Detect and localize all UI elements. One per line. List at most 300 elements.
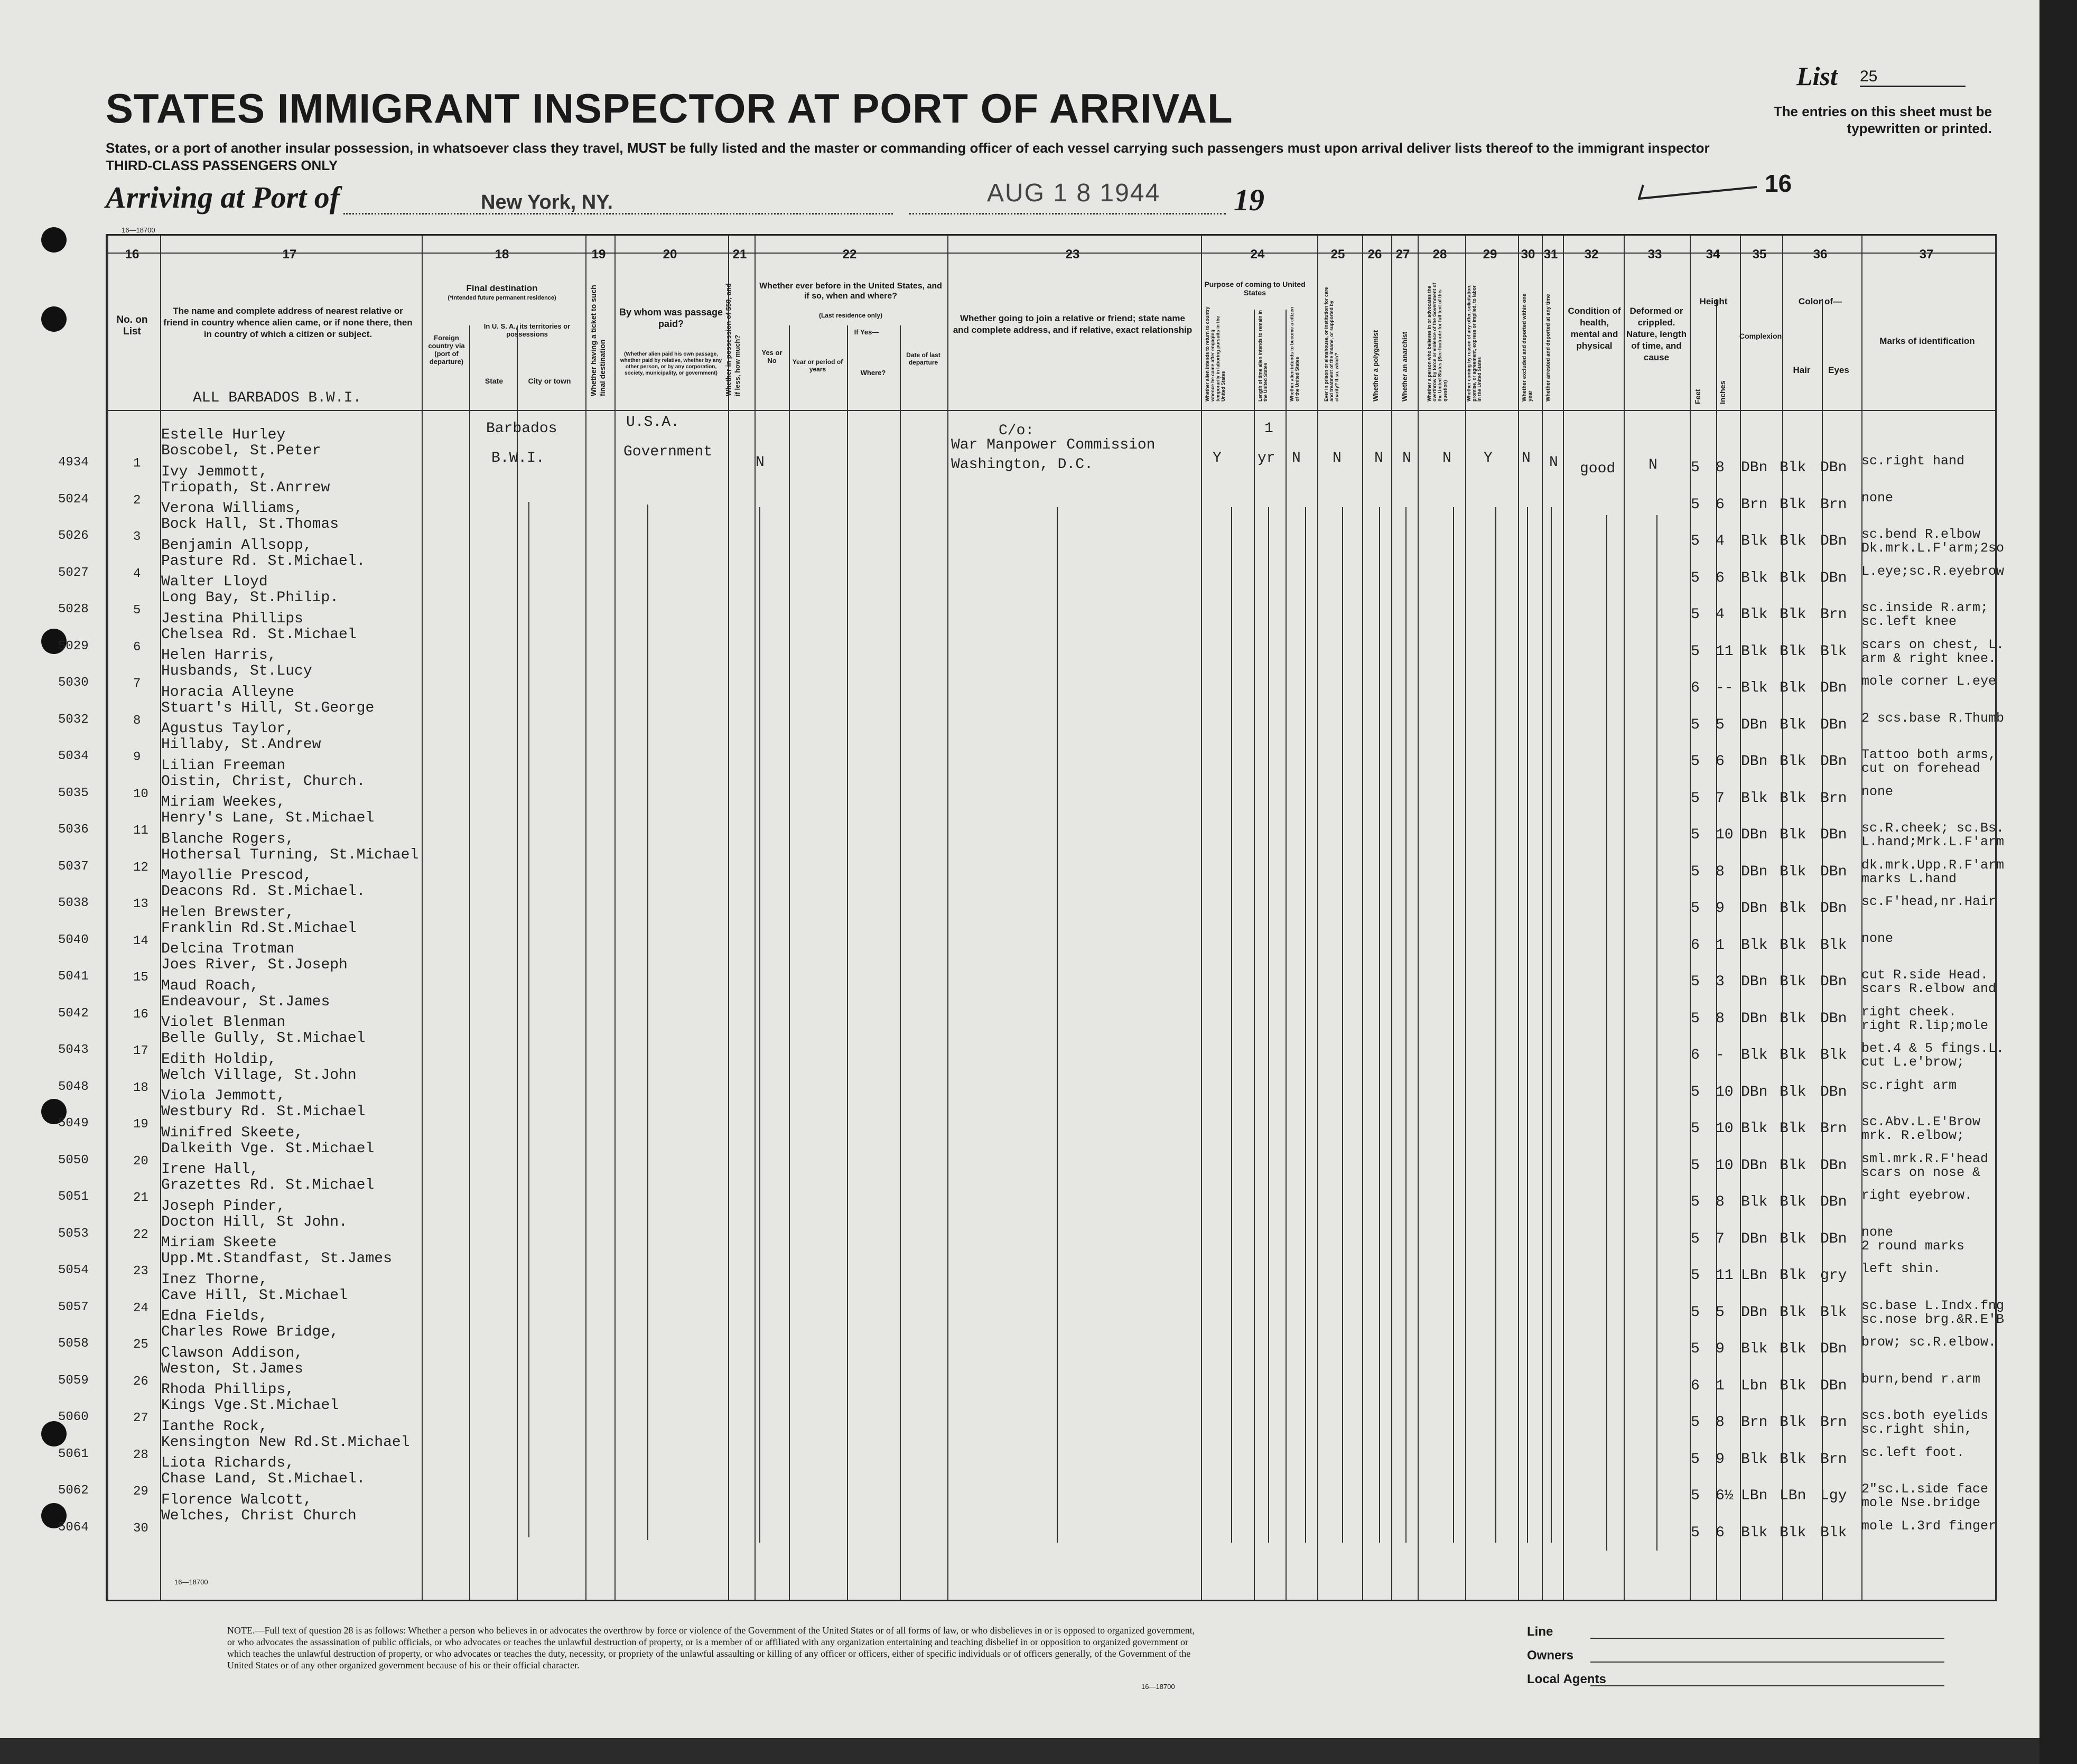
relative-name: Benjamin Allsopp, bbox=[161, 537, 312, 554]
ditto-line bbox=[1405, 507, 1407, 1543]
height-feet: 5 bbox=[1691, 1524, 1700, 1541]
height-feet: 5 bbox=[1691, 460, 1700, 476]
header-inches: Inches bbox=[1718, 380, 1727, 404]
relative-address: Chase Land, St.Michael. bbox=[161, 1471, 366, 1487]
reference-number: 5032 bbox=[58, 712, 89, 727]
column-number: 25 bbox=[1330, 247, 1345, 262]
row-number: 16 bbox=[133, 1007, 148, 1022]
identification-marks-2: sc.nose brg.&R.E'B bbox=[1861, 1311, 2005, 1327]
relative-name: Edith Holdip, bbox=[161, 1051, 277, 1068]
relative-address: Franklin Rd.St.Michael bbox=[161, 920, 357, 937]
height-inches: 6 bbox=[1716, 496, 1725, 513]
identification-marks: none bbox=[1861, 930, 1894, 946]
hair-color: Blk bbox=[1780, 533, 1806, 549]
header-period: Year or period of years bbox=[792, 358, 843, 373]
header-state: State bbox=[485, 377, 504, 385]
eye-color: gry bbox=[1820, 1267, 1847, 1284]
joining-line-2: War Manpower Commission bbox=[951, 437, 1156, 453]
height-feet: 6 bbox=[1691, 1047, 1700, 1063]
ditto-line bbox=[1342, 507, 1343, 1543]
form-number-bottom: 16—18700 bbox=[174, 1578, 208, 1586]
height-inches: 5 bbox=[1716, 716, 1725, 733]
height-feet: 5 bbox=[1691, 1488, 1700, 1504]
list-label: List bbox=[1796, 61, 1838, 91]
deformed-value: N bbox=[1648, 457, 1657, 473]
reference-number: 5026 bbox=[58, 529, 89, 543]
column-number: 20 bbox=[663, 247, 677, 262]
reference-number: 5038 bbox=[58, 896, 89, 910]
relative-address: Welch Village, St.John bbox=[161, 1067, 357, 1084]
column-rule bbox=[1362, 236, 1363, 1600]
column-number: 21 bbox=[732, 247, 747, 262]
complexion: LBn bbox=[1741, 1488, 1768, 1504]
complexion: DBn bbox=[1741, 1084, 1768, 1100]
height-feet: 6 bbox=[1691, 937, 1700, 954]
complexion: DBn bbox=[1741, 1304, 1768, 1321]
row-number: 9 bbox=[133, 750, 141, 764]
complexion: Blk bbox=[1741, 680, 1768, 696]
reference-number: 4934 bbox=[58, 455, 89, 470]
column-number: 17 bbox=[282, 247, 297, 262]
ditto-line bbox=[1268, 507, 1269, 1543]
identification-marks-2: sc.left knee bbox=[1861, 614, 1957, 629]
c24b-top: 1 bbox=[1264, 421, 1273, 437]
height-inches: 10 bbox=[1716, 1084, 1734, 1100]
identification-marks: 2"sc.L.side face bbox=[1861, 1481, 1989, 1497]
reference-number: 5036 bbox=[58, 823, 89, 837]
complexion: Blk bbox=[1741, 1121, 1768, 1137]
height-inches: 8 bbox=[1716, 1414, 1725, 1431]
complexion: Blk bbox=[1741, 533, 1768, 549]
column-number: 35 bbox=[1752, 247, 1767, 262]
relative-address: Weston, St.James bbox=[161, 1360, 303, 1377]
complexion: DBn bbox=[1741, 1230, 1768, 1247]
relative-name: Miriam Weekes, bbox=[161, 794, 286, 810]
relative-address: Kensington New Rd.St.Michael bbox=[161, 1434, 410, 1451]
header-relative: The name and complete address of nearest relative or friend in country whence alien came, or if none there, then in country of which a citizen or subject. bbox=[163, 306, 413, 339]
reference-number: 5035 bbox=[58, 786, 89, 800]
line-label: Line bbox=[1527, 1625, 1553, 1639]
relative-address: Bock Hall, St.Thomas bbox=[161, 516, 339, 533]
row-number: 28 bbox=[133, 1448, 148, 1462]
sub-column-rule bbox=[1286, 310, 1287, 1600]
header-ever-before-sub: (Last residence only) bbox=[818, 312, 883, 319]
ditto-line bbox=[528, 502, 529, 1537]
relative-name: Lilian Freeman bbox=[161, 757, 286, 774]
identification-marks: bet.4 & 5 fings.L. bbox=[1861, 1041, 2005, 1056]
relative-name: Edna Fields, bbox=[161, 1308, 268, 1324]
ditto-line bbox=[1551, 507, 1552, 1543]
header-if-yes: If Yes— bbox=[854, 328, 879, 336]
hair-color: Blk bbox=[1780, 570, 1806, 586]
height-inches: - bbox=[1716, 1047, 1725, 1063]
row-number: 29 bbox=[133, 1485, 148, 1499]
eye-color: Lgy bbox=[1820, 1488, 1847, 1504]
agents-label: Local Agents bbox=[1527, 1672, 1606, 1686]
column-rule bbox=[614, 236, 616, 1600]
height-feet: 5 bbox=[1691, 1451, 1700, 1468]
reference-number: 5037 bbox=[58, 859, 89, 874]
date-stamp: AUG 1 8 1944 bbox=[987, 179, 1161, 207]
header-final-destination-sub: (*Intended future permanent residence) bbox=[448, 295, 556, 301]
complexion: Lbn bbox=[1741, 1377, 1768, 1394]
header-height: Height bbox=[1699, 296, 1728, 306]
header-hair: Hair bbox=[1793, 365, 1811, 375]
height-feet: 5 bbox=[1691, 900, 1700, 917]
c26-value: N bbox=[1374, 450, 1383, 466]
column-number: 26 bbox=[1367, 247, 1382, 262]
column-rule bbox=[422, 236, 423, 1600]
column-number: 27 bbox=[1395, 247, 1410, 262]
punch-hole bbox=[41, 306, 67, 332]
column-rule bbox=[728, 236, 729, 1600]
eye-color: Brn bbox=[1820, 606, 1847, 623]
row-number: 20 bbox=[133, 1154, 148, 1169]
row-number: 24 bbox=[133, 1301, 148, 1315]
port-line bbox=[343, 213, 893, 214]
hair-color: Blk bbox=[1780, 1304, 1806, 1321]
reference-number: 5050 bbox=[58, 1153, 89, 1168]
health-value: good bbox=[1580, 461, 1616, 477]
relative-address: Hillaby, St.Andrew bbox=[161, 736, 321, 753]
row-number: 11 bbox=[133, 824, 148, 838]
relative-name: Horacia Alleyne bbox=[161, 684, 295, 701]
c24c-value: N bbox=[1292, 450, 1301, 466]
height-feet: 5 bbox=[1691, 1084, 1700, 1100]
row-number: 17 bbox=[133, 1044, 148, 1058]
punch-hole bbox=[41, 227, 67, 253]
hair-color: Blk bbox=[1780, 1121, 1806, 1137]
height-inches: 8 bbox=[1716, 863, 1725, 880]
relative-name: Joseph Pinder, bbox=[161, 1198, 286, 1215]
height-inches: 8 bbox=[1716, 1194, 1725, 1210]
relative-address: Welches, Christ Church bbox=[161, 1507, 357, 1524]
hair-color: Blk bbox=[1780, 1230, 1806, 1247]
height-inches: 9 bbox=[1716, 1341, 1725, 1357]
ditto-line bbox=[1305, 507, 1306, 1543]
height-feet: 5 bbox=[1691, 1157, 1700, 1174]
eye-color: Blk bbox=[1820, 1047, 1847, 1063]
column-rule bbox=[1782, 236, 1783, 1600]
eye-color: Brn bbox=[1820, 1414, 1847, 1431]
relative-name: Ivy Jemmott, bbox=[161, 463, 268, 480]
header-foreign-country: Foreign country via (port of departure) bbox=[428, 334, 465, 366]
identification-marks: sc.bend R.elbow bbox=[1861, 527, 1981, 542]
hair-color: Blk bbox=[1780, 1451, 1806, 1468]
complexion: DBn bbox=[1741, 753, 1768, 770]
identification-marks: none bbox=[1861, 1224, 1894, 1240]
relative-name: Inez Thorne, bbox=[161, 1271, 268, 1288]
column-number: 18 bbox=[495, 247, 509, 262]
complexion: Brn bbox=[1741, 496, 1768, 513]
column-number: 30 bbox=[1521, 247, 1535, 262]
row-number: 5 bbox=[133, 603, 141, 618]
row-number: 26 bbox=[133, 1374, 148, 1389]
identification-marks-2: scars on nose & bbox=[1861, 1164, 1981, 1180]
column-number: 29 bbox=[1483, 247, 1497, 262]
identification-marks: right cheek. bbox=[1861, 1004, 1957, 1020]
relative-address: Belle Gully, St.Michael bbox=[161, 1030, 366, 1047]
height-feet: 5 bbox=[1691, 1230, 1700, 1247]
eye-color: DBn bbox=[1820, 1157, 1847, 1174]
complexion: Blk bbox=[1741, 643, 1768, 660]
identification-marks: mole corner L.eye bbox=[1861, 674, 1997, 689]
column-rule bbox=[1317, 236, 1318, 1600]
ditto-line bbox=[1495, 507, 1496, 1543]
column-rule bbox=[1201, 236, 1202, 1600]
column-number: 33 bbox=[1647, 247, 1662, 262]
identification-marks: sml.mrk.R.F'head bbox=[1861, 1151, 1989, 1166]
complexion: DBn bbox=[1741, 827, 1768, 843]
eye-color: DBn bbox=[1820, 1194, 1847, 1210]
column-rule bbox=[755, 236, 756, 1600]
height-inches: 4 bbox=[1716, 533, 1725, 549]
height-inches: 6 bbox=[1716, 1524, 1725, 1541]
height-inches: 10 bbox=[1716, 1121, 1734, 1137]
reference-number: 5034 bbox=[58, 749, 89, 763]
reference-number: 5059 bbox=[58, 1373, 89, 1388]
reference-number: 5029 bbox=[58, 639, 89, 654]
hair-color: Blk bbox=[1780, 1341, 1806, 1357]
row-number: 14 bbox=[133, 934, 148, 948]
relative-name: Irene Hall, bbox=[161, 1161, 259, 1178]
subtitle: States, or a port of another insular possession, in whatsoever class they travel, MUST be fully listed and the master or commanding officer of each vessel carrying such passengers must upon arrival deliver lists thereof to the immigrant inspector bbox=[106, 140, 1710, 156]
identification-marks: Tattoo both arms, bbox=[1861, 747, 1997, 762]
identification-marks: sc.right hand bbox=[1861, 453, 1965, 469]
relative-name: Maud Roach, bbox=[161, 977, 259, 994]
reference-number: 5042 bbox=[58, 1006, 89, 1021]
relative-address: Joes River, St.Joseph bbox=[161, 957, 348, 973]
header-final-destination: Final destination bbox=[466, 283, 538, 293]
complexion: DBn bbox=[1741, 974, 1768, 990]
column-number: 28 bbox=[1432, 247, 1447, 262]
height-feet: 5 bbox=[1691, 790, 1700, 807]
height-feet: 5 bbox=[1691, 863, 1700, 880]
column-rule bbox=[1418, 236, 1419, 1600]
height-feet: 5 bbox=[1691, 716, 1700, 733]
column-number: 16 bbox=[125, 247, 139, 262]
header-in-usa: In U. S. A., its territories or possessions bbox=[483, 322, 571, 338]
hair-color: Blk bbox=[1780, 1157, 1806, 1174]
row-number: 2 bbox=[133, 493, 141, 508]
header-yes-no: Yes or No bbox=[761, 349, 783, 365]
eye-color: DBn bbox=[1820, 974, 1847, 990]
relative-name: Estelle Hurley bbox=[161, 427, 286, 443]
final-dest-country-2: B.W.I. bbox=[491, 450, 545, 466]
header-joining: Whether going to join a relative or friend; state name and complete address, and if relative, exact relationship bbox=[953, 313, 1193, 335]
eye-color: DBn bbox=[1820, 900, 1847, 917]
height-inches: 6 bbox=[1716, 570, 1725, 586]
row-number: 6 bbox=[133, 640, 141, 655]
header-passage-paid: By whom was passage paid? bbox=[619, 307, 723, 329]
complexion: DBn bbox=[1741, 1157, 1768, 1174]
eye-color: DBn bbox=[1820, 1230, 1847, 1247]
row-number: 21 bbox=[133, 1191, 148, 1205]
height-inches: 11 bbox=[1716, 643, 1734, 660]
relative-name: Agustus Taylor, bbox=[161, 721, 295, 737]
row-number: 15 bbox=[133, 970, 148, 985]
header-where: Where? bbox=[860, 369, 886, 377]
header-c26: Whether a polygamist bbox=[1372, 330, 1380, 402]
hair-color: Blk bbox=[1780, 900, 1806, 917]
header-c25: Ever in prison or almshouse, or institution for care and treatment of the insane, or supported by charity? If so, which? bbox=[1324, 287, 1339, 402]
hair-color: Blk bbox=[1780, 863, 1806, 880]
row-number: 8 bbox=[133, 713, 141, 728]
reference-number: 5040 bbox=[58, 932, 89, 947]
header-purpose: Purpose of coming to United States bbox=[1204, 280, 1306, 297]
eye-color: Blk bbox=[1820, 643, 1847, 660]
header-deformed: Deformed or crippled. Nature, length of time, and cause bbox=[1626, 306, 1687, 362]
relative-address: Deacons Rd. St.Michael. bbox=[161, 883, 366, 900]
c30-value: N bbox=[1522, 450, 1531, 466]
hair-color: Blk bbox=[1780, 496, 1806, 513]
identification-marks: sc.base L.Indx.fng bbox=[1861, 1298, 2005, 1313]
hair-color: Blk bbox=[1780, 680, 1806, 696]
reference-number: 5051 bbox=[58, 1190, 89, 1204]
date-line bbox=[909, 213, 1226, 214]
height-inches: 7 bbox=[1716, 1230, 1725, 1247]
relative-name: Delcina Trotman bbox=[161, 941, 295, 957]
height-feet: 5 bbox=[1691, 1010, 1700, 1027]
height-inches: -- bbox=[1716, 680, 1734, 696]
form-number-top: 16—18700 bbox=[122, 226, 155, 234]
relative-address: Kings Vge.St.Michael bbox=[161, 1397, 339, 1414]
height-feet: 5 bbox=[1691, 753, 1700, 770]
relative-name: Helen Brewster, bbox=[161, 904, 295, 921]
height-inches: 3 bbox=[1716, 974, 1725, 990]
header-c29: Whether coming by reason of any offer, solicitation, promise, or agreement, express or implied, to labor in the United States bbox=[1466, 284, 1482, 402]
eye-color: Blk bbox=[1820, 937, 1847, 954]
column-rule bbox=[1740, 236, 1741, 1600]
height-feet: 5 bbox=[1691, 827, 1700, 843]
relative-address: Chelsea Rd. St.Michael bbox=[161, 626, 357, 643]
header-c30: Whether excluded and deported within one year bbox=[1522, 293, 1533, 402]
reference-number: 5049 bbox=[58, 1116, 89, 1131]
relative-address: Henry's Lane, St.Michael bbox=[161, 810, 375, 826]
row-number: 30 bbox=[133, 1521, 148, 1536]
identification-marks-2: cut on forehead bbox=[1861, 761, 1981, 776]
relative-address: Long Bay, St.Philip. bbox=[161, 590, 339, 606]
eye-color: DBn bbox=[1820, 460, 1847, 476]
height-inches: 10 bbox=[1716, 1157, 1734, 1174]
height-inches: 4 bbox=[1716, 606, 1725, 623]
header-c24c: Whether alien intends to become a citizen of the United States bbox=[1289, 306, 1300, 402]
footnote: NOTE.—Full text of question 28 is as follows: Whether a person who believes in or advocates the overthrow by force or violence of the Government of the United States or of all forms of law, or who disbelieves in or is opposed to organized government, or who advocates the assassination of public officials, or who advocates or teaches the unlawful destruction of property, or is a member of or affiliated with any organization entertaining and teaching disbelief in or opposition to organized government or which teaches the unlawful destruction of property, or who advocates or teaches the duty, necessity, or propriety of the unlawful assaulting or killing of any officer or officers, either of specific individuals or of officers generally, of the Government of the United States or of any other organized government because of his or their official character. bbox=[227, 1625, 1195, 1670]
height-feet: 5 bbox=[1691, 570, 1700, 586]
row-number: 10 bbox=[133, 787, 148, 801]
identification-marks-2: Dk.mrk.L.F'arm;2so bbox=[1861, 540, 2005, 556]
hair-color: Blk bbox=[1780, 1194, 1806, 1210]
final-dest-country: Barbados bbox=[486, 421, 557, 437]
identification-marks: sc.R.cheek; sc.Bs. bbox=[1861, 820, 2005, 836]
relative-name: Rhoda Phillips, bbox=[161, 1382, 295, 1398]
page-title: STATES IMMIGRANT INSPECTOR AT PORT OF ARRIVAL bbox=[106, 85, 1233, 132]
column-number: 19 bbox=[591, 247, 606, 262]
ditto-line bbox=[1231, 507, 1232, 1543]
c24b-value: yr bbox=[1258, 450, 1275, 466]
entries-note: The entries on this sheet must be typewritten or printed. bbox=[1773, 104, 1992, 136]
identification-marks: left shin. bbox=[1861, 1261, 1941, 1276]
row-number: 13 bbox=[133, 897, 148, 911]
identification-marks: sc.F'head,nr.Hair bbox=[1861, 894, 1997, 909]
reference-number: 5058 bbox=[58, 1337, 89, 1351]
sub-column-rule bbox=[469, 325, 470, 1600]
reference-number: 5027 bbox=[58, 565, 89, 580]
complexion: DBn bbox=[1741, 863, 1768, 880]
height-feet: 5 bbox=[1691, 606, 1700, 623]
relative-name: Blanche Rogers, bbox=[161, 830, 295, 847]
eye-color: DBn bbox=[1820, 827, 1847, 843]
relative-address: Grazettes Rd. St.Michael bbox=[161, 1177, 375, 1193]
identification-marks-2: L.hand;Mrk.L.F'arm bbox=[1861, 834, 2005, 850]
eye-color: Brn bbox=[1820, 1451, 1847, 1468]
ditto-line bbox=[1057, 507, 1058, 1543]
complexion: Blk bbox=[1741, 1341, 1768, 1357]
hair-color: Blk bbox=[1780, 827, 1806, 843]
complexion: Blk bbox=[1741, 1451, 1768, 1468]
height-inches: 8 bbox=[1716, 460, 1725, 476]
height-feet: 5 bbox=[1691, 1304, 1700, 1321]
column-rule bbox=[1518, 236, 1519, 1600]
relative-address: Endeavour, St.James bbox=[161, 993, 330, 1010]
identification-marks: dk.mrk.Upp.R.F'arm bbox=[1861, 857, 2005, 873]
reference-number: 5053 bbox=[58, 1226, 89, 1241]
identification-marks-2: arm & right knee. bbox=[1861, 650, 1997, 666]
c24a-value: Y bbox=[1213, 450, 1222, 466]
hair-color: Blk bbox=[1780, 643, 1806, 660]
eye-color: DBn bbox=[1820, 863, 1847, 880]
identification-marks-2: right R.lip;mole bbox=[1861, 1018, 1989, 1033]
column-number: 32 bbox=[1584, 247, 1599, 262]
agents-field bbox=[1590, 1685, 1944, 1686]
ditto-line bbox=[1453, 507, 1454, 1543]
header-eyes: Eyes bbox=[1828, 365, 1849, 375]
relative-name: Clawson Addison, bbox=[161, 1345, 303, 1361]
hair-color: Blk bbox=[1780, 1267, 1806, 1284]
footnote-form-number: 16—18700 bbox=[1141, 1683, 1175, 1691]
header-fifty-dollars: Whether in possession of $50, and if less, how much? bbox=[724, 283, 741, 396]
column-rule bbox=[107, 236, 108, 1600]
relative-address: Dalkeith Vge. St.Michael bbox=[161, 1140, 375, 1157]
passage-government: Government bbox=[623, 444, 713, 460]
header-passage-paid-sub: (Whether alien paid his own passage, whether paid by relative, whether by any other person, or by any corporation, society, municipality, or government) bbox=[620, 351, 722, 376]
sub-column-rule bbox=[900, 325, 901, 1600]
identification-marks: 2 scs.base R.Thumb bbox=[1861, 710, 2005, 726]
hair-color: Blk bbox=[1780, 1047, 1806, 1063]
page-edge bbox=[2039, 0, 2077, 1764]
row-number: 3 bbox=[133, 530, 141, 544]
row-number: 12 bbox=[133, 860, 148, 875]
hair-color: LBn bbox=[1780, 1488, 1806, 1504]
column-rule bbox=[1690, 236, 1691, 1600]
hair-color: Blk bbox=[1780, 937, 1806, 954]
reference-number: 5057 bbox=[58, 1300, 89, 1314]
eye-color: DBn bbox=[1820, 680, 1847, 696]
row-number: 25 bbox=[133, 1338, 148, 1352]
identification-marks: sc.right arm bbox=[1861, 1077, 1957, 1093]
reference-number: 5061 bbox=[58, 1446, 89, 1461]
header-color-of: Color of— bbox=[1798, 296, 1842, 306]
class-line: THIRD-CLASS PASSENGERS ONLY bbox=[106, 157, 338, 173]
reference-number: 5060 bbox=[58, 1410, 89, 1424]
height-feet: 5 bbox=[1691, 1341, 1700, 1357]
header-city: City or town bbox=[528, 377, 571, 385]
relative-name: Winifred Skeete, bbox=[161, 1124, 303, 1141]
reference-number: 5024 bbox=[58, 492, 89, 507]
height-inches: 11 bbox=[1716, 1267, 1734, 1284]
hair-color: Blk bbox=[1780, 606, 1806, 623]
eye-color: DBn bbox=[1820, 753, 1847, 770]
